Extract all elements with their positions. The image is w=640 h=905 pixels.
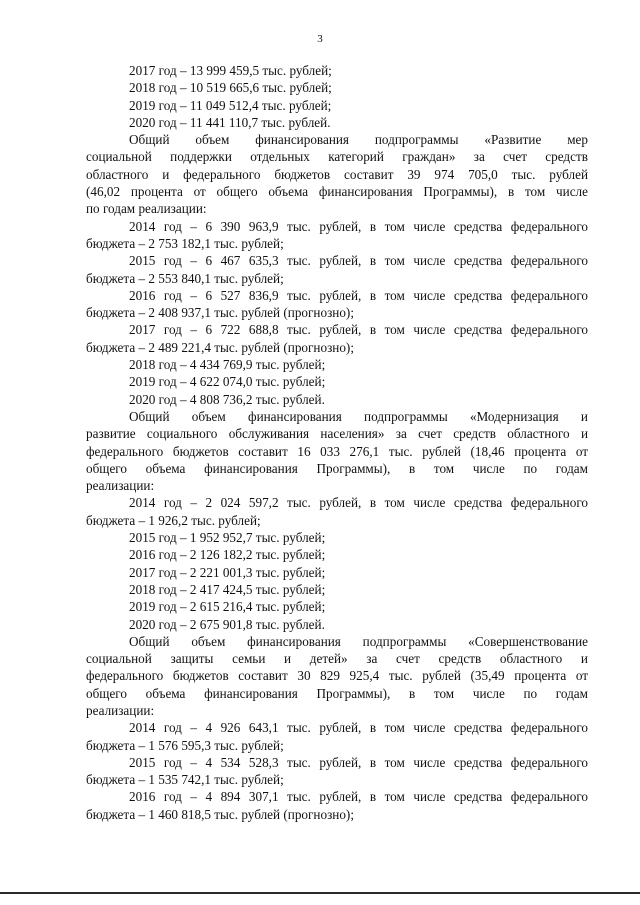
text-line: 2015 год – 6 467 635,3 тыс. рублей, в том числе средства федерального: [129, 253, 588, 269]
text-line: бюджета – 1 926,2 тыс. рублей;: [86, 512, 261, 528]
text-line: социальной защиты семьи и детей» за счет средств областного и: [86, 651, 588, 667]
text-line: областного и федерального бюджетов составит 39 974 705,0 тыс. рублей: [86, 166, 588, 182]
text-line: развитие социального обслуживания населения» за счет средств областного и: [86, 426, 588, 442]
scan-edge-line: [0, 892, 640, 894]
text-line: Общий объем финансирования подпрограммы «Совершенствование: [129, 633, 588, 649]
text-line: федерального бюджетов составит 16 033 276,1 тыс. рублей (18,46 процента от: [86, 443, 588, 459]
text-line: 2016 год – 4 894 307,1 тыс. рублей, в том числе средства федерального: [129, 789, 588, 805]
page-number: 3: [317, 33, 323, 45]
text-line: 2018 год – 10 519 665,6 тыс. рублей;: [129, 80, 332, 96]
text-line: бюджета – 1 460 818,5 тыс. рублей (прогнозно);: [86, 806, 354, 822]
text-line: социальной поддержки отдельных категорий граждан» за счет средств: [86, 149, 588, 165]
text-line: общего объема финансирования Программы), в том числе по годам: [86, 685, 588, 701]
text-line: федерального бюджетов составит 30 829 925,4 тыс. рублей (35,49 процента от: [86, 668, 588, 684]
text-line: (46,02 процента от общего объема финансирования Программы), в том числе: [86, 184, 588, 200]
text-line: 2014 год – 6 390 963,9 тыс. рублей, в том числе средства федерального: [129, 218, 588, 234]
text-line: 2018 год – 4 434 769,9 тыс. рублей;: [129, 357, 326, 373]
text-line: 2017 год – 6 722 688,8 тыс. рублей, в том числе средства федерального: [129, 322, 588, 338]
text-line: бюджета – 2 753 182,1 тыс. рублей;: [86, 235, 284, 251]
text-line: 2017 год – 13 999 459,5 тыс. рублей;: [129, 63, 332, 78]
text-line: 2020 год – 4 808 736,2 тыс. рублей.: [129, 391, 325, 407]
text-line: 2016 год – 6 527 836,9 тыс. рублей, в том числе средства федерального: [129, 287, 588, 303]
text-line: 2019 год – 11 049 512,4 тыс. рублей;: [129, 97, 332, 113]
text-line: бюджета – 2 553 840,1 тыс. рублей;: [86, 270, 284, 286]
text-line: 2015 год – 1 952 952,7 тыс. рублей;: [129, 530, 326, 546]
text-line: 2016 год – 2 126 182,2 тыс. рублей;: [129, 547, 326, 563]
text-line: 2020 год – 11 441 110,7 тыс. рублей.: [129, 114, 331, 130]
text-line: реализации:: [86, 702, 155, 718]
text-line: 2018 год – 2 417 424,5 тыс. рублей;: [129, 581, 326, 597]
text-line: 2020 год – 2 675 901,8 тыс. рублей.: [129, 616, 325, 632]
text-line: общего объема финансирования Программы), в том числе по годам: [86, 460, 588, 476]
text-line: бюджета – 2 408 937,1 тыс. рублей (прогнозно);: [86, 305, 354, 321]
text-line: 2014 год – 2 024 597,2 тыс. рублей, в том числе средства федерального: [129, 495, 588, 511]
text-line: 2019 год – 2 615 216,4 тыс. рублей;: [129, 599, 326, 615]
text-line: бюджета – 1 535 742,1 тыс. рублей;: [86, 772, 284, 788]
text-line: бюджета – 2 489 221,4 тыс. рублей (прогнозно);: [86, 339, 354, 355]
text-line: Общий объем финансирования подпрограммы «Модернизация и: [129, 408, 588, 424]
document-body: [86, 62, 588, 823]
text-line: 2019 год – 4 622 074,0 тыс. рублей;: [129, 374, 326, 390]
text-line: 2015 год – 4 534 528,3 тыс. рублей, в том числе средства федерального: [129, 754, 588, 770]
text-line: по годам реализации:: [86, 201, 207, 217]
text-line: 2014 год – 4 926 643,1 тыс. рублей, в том числе средства федерального: [129, 720, 588, 736]
text-line: Общий объем финансирования подпрограммы «Развитие мер: [129, 132, 588, 148]
text-line: 2017 год – 2 221 001,3 тыс. рублей;: [129, 564, 326, 580]
text-line: реализации:: [86, 478, 155, 494]
text-line: бюджета – 1 576 595,3 тыс. рублей;: [86, 737, 284, 753]
